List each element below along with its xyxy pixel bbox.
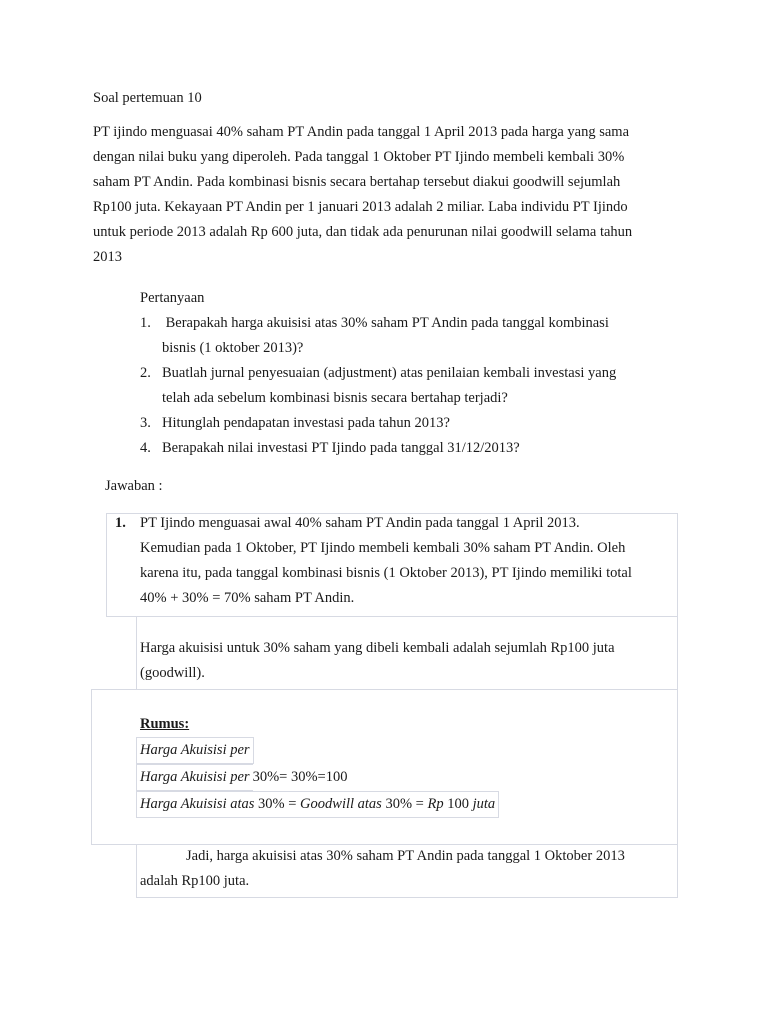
answer-line: 40% + 30% = 70% saham PT Andin. xyxy=(140,590,355,606)
question-text: bisnis (1 oktober 2013)? xyxy=(162,340,304,356)
formula-value: 30%= 30%=100 xyxy=(252,769,348,785)
answer-line: Kemudian pada 1 Oktober, PT Ijindo membeli kembali 30% saham PT Andin. Oleh xyxy=(140,540,626,556)
intro-line: PT ijindo menguasai 40% saham PT Andin pada tanggal 1 April 2013 pada harga yang sama xyxy=(93,124,630,140)
formula-expression: Harga Akuisisi per xyxy=(136,764,253,791)
formula-line xyxy=(140,764,675,791)
question-item xyxy=(140,436,680,461)
answer-block-2 xyxy=(140,636,675,686)
answer-line: Harga akuisisi untuk 30% saham yang dibeli kembali adalah sejumlah Rp100 juta xyxy=(140,640,615,656)
question-number: 1. xyxy=(140,315,151,331)
question-text: Buatlah jurnal penyesuaian (adjustment) atas penilaian kembali investasi yang xyxy=(162,365,617,381)
answer-number: 1. xyxy=(115,515,126,531)
intro-paragraph xyxy=(93,120,683,270)
answer-line: (goodwill). xyxy=(140,665,205,681)
answer-line: PT Ijindo menguasai awal 40% saham PT Andin pada tanggal 1 April 2013. xyxy=(140,515,580,531)
question-number: 2. xyxy=(140,365,151,381)
question-text: Berapakah harga akuisisi atas 30% saham PT Andin pada tanggal kombinasi xyxy=(162,315,609,331)
intro-line: dengan nilai buku yang diperoleh. Pada tanggal 1 Oktober PT Ijindo membeli kembali 30% xyxy=(93,149,625,165)
formula-block xyxy=(140,712,675,818)
question-number: 3. xyxy=(140,415,151,431)
formula-expression: Harga Akuisisi per xyxy=(136,737,254,764)
question-item xyxy=(140,311,680,361)
conclusion-line: Jadi, harga akuisisi atas 30% saham PT Andin pada tanggal 1 Oktober 2013 xyxy=(186,848,625,864)
formula-heading: Rumus: xyxy=(140,716,190,732)
questions-heading: Pertanyaan xyxy=(140,290,205,306)
formula-line xyxy=(140,791,675,818)
formula-expression: Harga Akuisisi atas 30% = Goodwill atas 30% = Rp 100 juta xyxy=(136,791,499,818)
question-text: Berapakah nilai investasi PT Ijindo pada tanggal 31/12/2013? xyxy=(162,440,520,456)
question-text: Hitunglah pendapatan investasi pada tahun 2013? xyxy=(162,415,450,431)
answer-block-1 xyxy=(140,511,675,611)
intro-line: Rp100 juta. Kekayaan PT Andin per 1 januari 2013 adalah 2 miliar. Laba individu PT Ijindo xyxy=(93,199,628,215)
conclusion-line: adalah Rp100 juta. xyxy=(140,873,250,889)
question-text: telah ada sebelum kombinasi bisnis secara bertahap terjadi? xyxy=(162,390,508,406)
question-item xyxy=(140,361,680,411)
question-number: 4. xyxy=(140,440,151,456)
formula-line xyxy=(140,737,675,764)
intro-line: untuk periode 2013 adalah Rp 600 juta, dan tidak ada penurunan nilai goodwill selama tahun xyxy=(93,224,633,240)
answer-line: karena itu, pada tanggal kombinasi bisnis (1 Oktober 2013), PT Ijindo memiliki total xyxy=(140,565,632,581)
intro-line: 2013 xyxy=(93,249,122,265)
question-item xyxy=(140,411,680,436)
answer-heading: Jawaban : xyxy=(105,478,163,494)
conclusion-block xyxy=(140,844,675,894)
intro-line: saham PT Andin. Pada kombinasi bisnis secara bertahap tersebut diakui goodwill sejumlah xyxy=(93,174,621,190)
document-title: Soal pertemuan 10 xyxy=(93,90,202,106)
